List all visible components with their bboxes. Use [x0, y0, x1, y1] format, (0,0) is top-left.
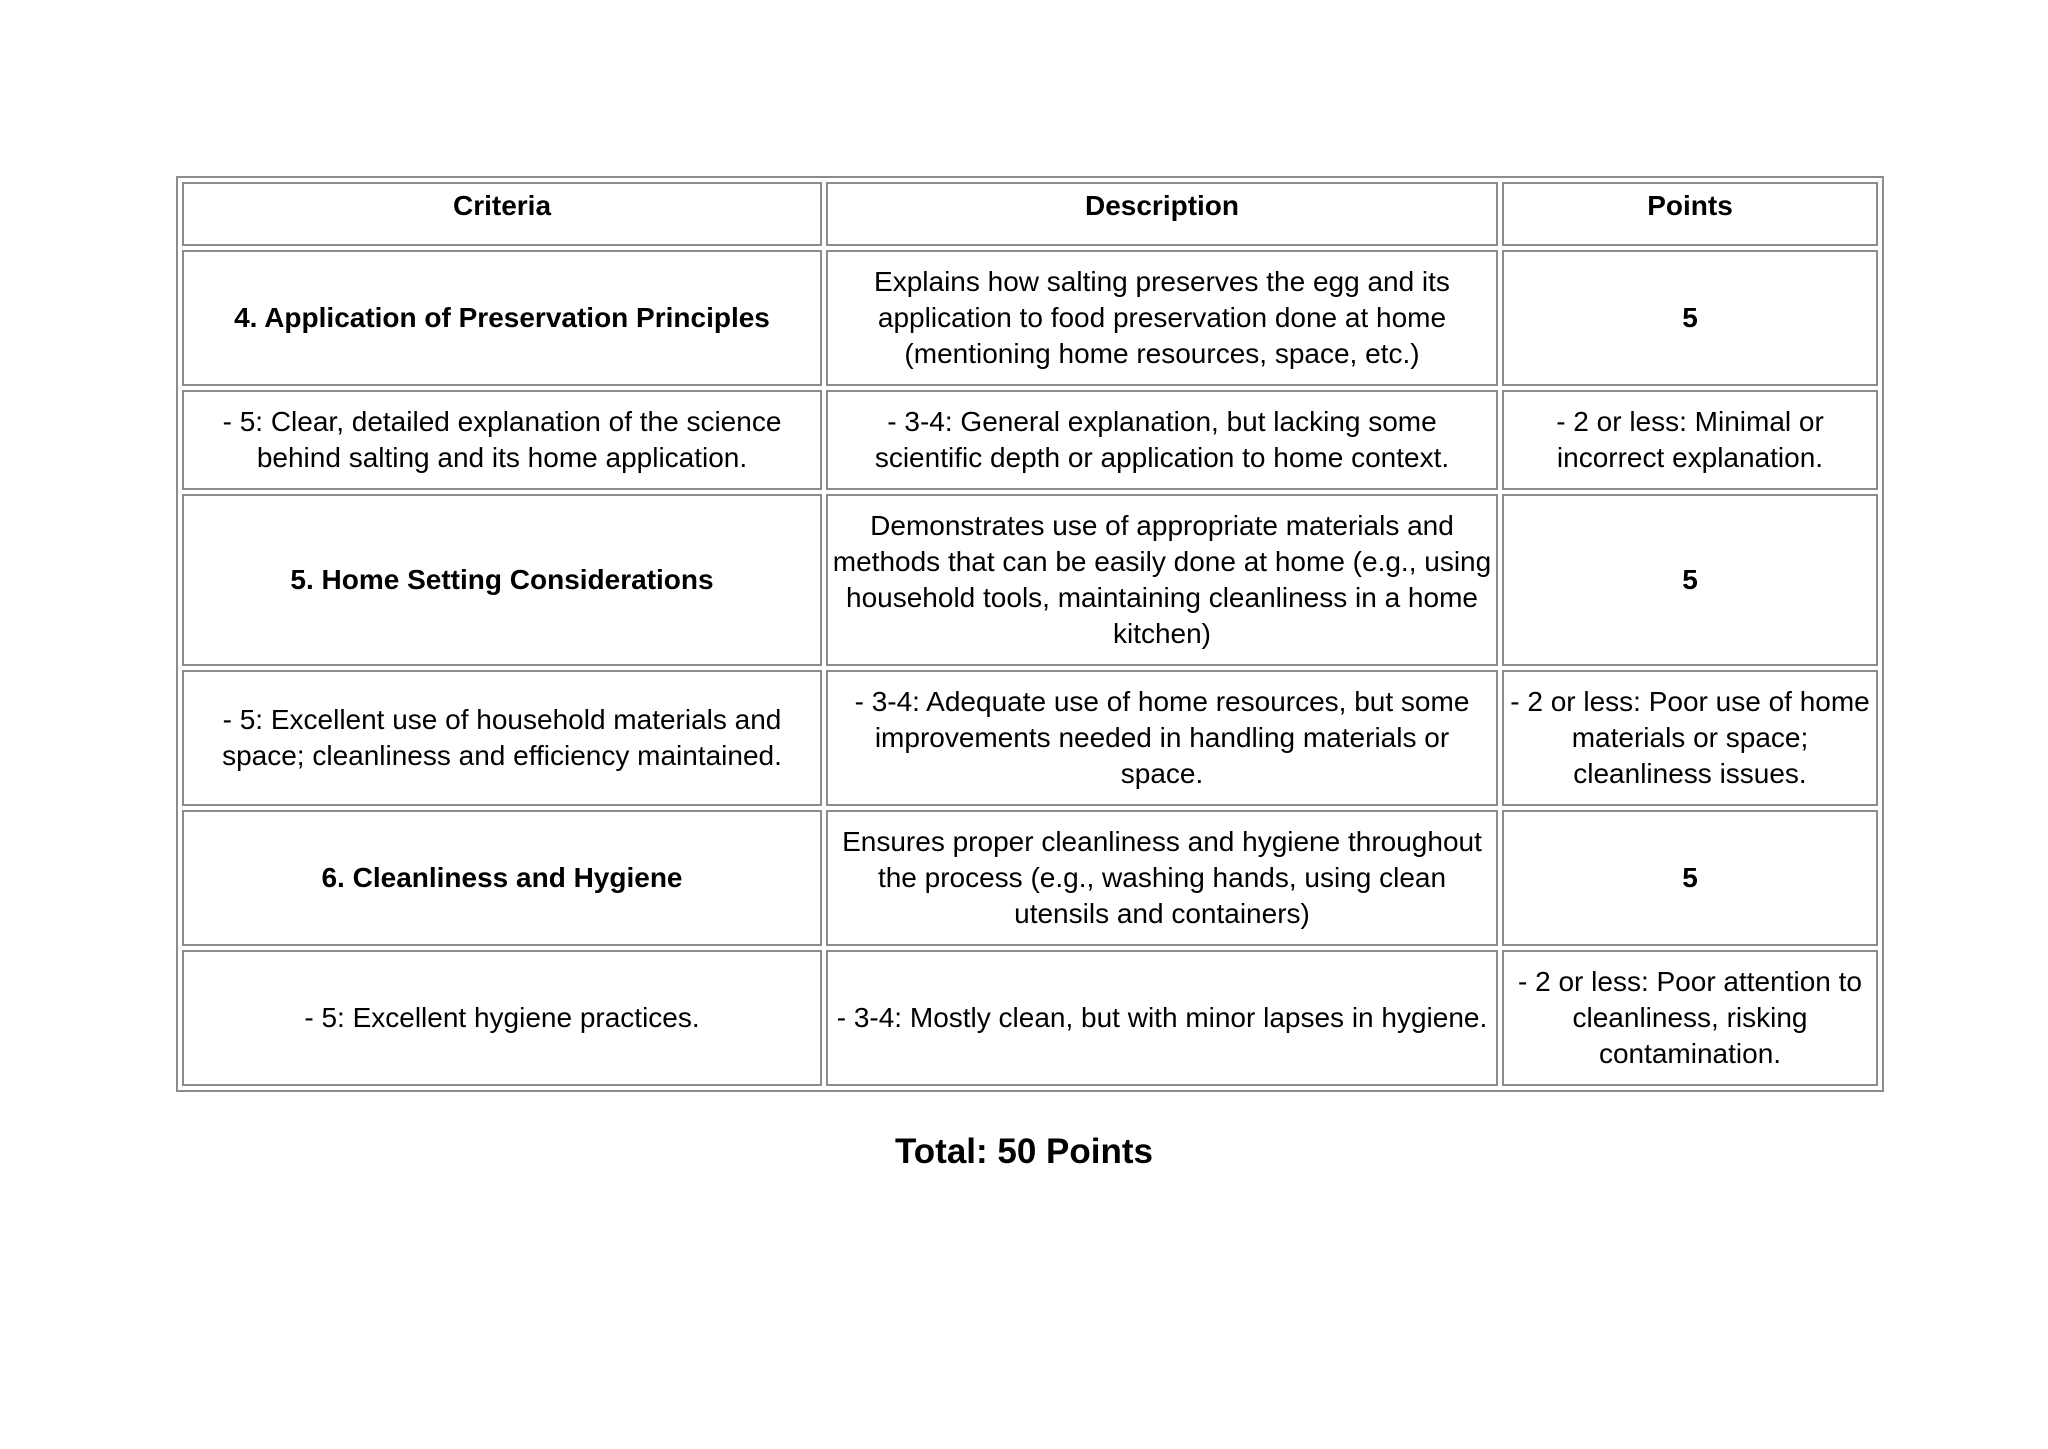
- level-low: - 2 or less: Minimal or incorrect explanation.: [1502, 390, 1878, 490]
- level-high: - 5: Excellent use of household materials and space; cleanliness and efficiency maintained.: [182, 670, 822, 806]
- level-low: - 2 or less: Poor use of home materials or space; cleanliness issues.: [1502, 670, 1878, 806]
- criterion-name: 6. Cleanliness and Hygiene: [182, 810, 822, 946]
- table-row-criterion-6: [182, 810, 1878, 946]
- table-row-criterion-4: [182, 250, 1878, 386]
- level-high: - 5: Excellent hygiene practices.: [182, 950, 822, 1086]
- header-points: Points: [1502, 182, 1878, 246]
- header-criteria: Criteria: [182, 182, 822, 246]
- rubric-table-container: [176, 176, 1880, 1092]
- level-mid: - 3-4: Mostly clean, but with minor lapses in hygiene.: [826, 950, 1498, 1086]
- table-row-criterion-5: [182, 494, 1878, 666]
- table-row-levels-5: [182, 670, 1878, 806]
- criterion-points: 5: [1502, 494, 1878, 666]
- total-points: Total: 50 Points: [895, 1132, 1153, 1171]
- criterion-points: 5: [1502, 250, 1878, 386]
- rubric-table: [176, 176, 1884, 1092]
- table-row-levels-4: [182, 390, 1878, 490]
- criterion-points: 5: [1502, 810, 1878, 946]
- level-low: - 2 or less: Poor attention to cleanliness, risking contamination.: [1502, 950, 1878, 1086]
- level-high: - 5: Clear, detailed explanation of the science behind salting and its home application.: [182, 390, 822, 490]
- header-description: Description: [826, 182, 1498, 246]
- criterion-name: 5. Home Setting Considerations: [182, 494, 822, 666]
- criterion-description: Demonstrates use of appropriate materials and methods that can be easily done at home (e.g., using household tools, maintaining cleanliness in a home kitchen): [826, 494, 1498, 666]
- criterion-description: Ensures proper cleanliness and hygiene throughout the process (e.g., washing hands, using clean utensils and containers): [826, 810, 1498, 946]
- level-mid: - 3-4: Adequate use of home resources, but some improvements needed in handling materials or space.: [826, 670, 1498, 806]
- table-row-levels-6: [182, 950, 1878, 1086]
- criterion-name: 4. Application of Preservation Principles: [182, 250, 822, 386]
- criterion-description: Explains how salting preserves the egg and its application to food preservation done at home (mentioning home resources, space, etc.): [826, 250, 1498, 386]
- level-mid: - 3-4: General explanation, but lacking some scientific depth or application to home context.: [826, 390, 1498, 490]
- header-row: [182, 182, 1878, 246]
